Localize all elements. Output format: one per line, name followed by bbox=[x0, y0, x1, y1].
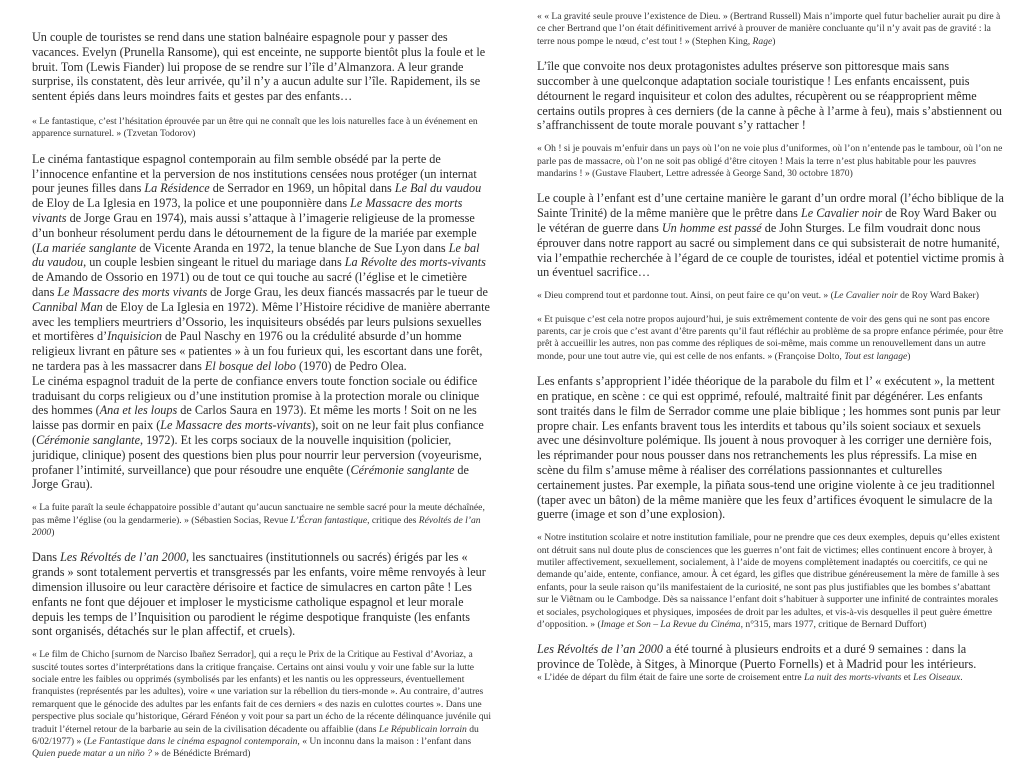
body-paragraph bbox=[32, 550, 492, 639]
text-run: , critique des bbox=[367, 514, 419, 526]
quote-block bbox=[537, 290, 1004, 302]
text-run: de Paul Naschy en 1976 ou la crédulité absurde d’un homme religieux livrant en pâture ses « patientes » à un fou furieux qui, les escortant dans une forêt, ne tardera pas à les massacrer dans bbox=[32, 329, 483, 373]
italic-title: Le Massacre des morts vivants bbox=[32, 196, 463, 225]
text-run: » de Bénédicte Brémard) bbox=[151, 748, 251, 760]
text-run: Les enfants s’approprient l’idée théorique de la parabole du film et l’ « exécutent », la mettent en pratique, en scène : ce qui est opprimé, refoulé, maltraité finit par dégénérer. Les enfants sont traités dans le film de Serrador comme une plaie biblique ; les hommes sont punis par leur propre chair. Les enfants bravent tous les interdits et tabous qu’ils soient sociaux et sexuels avec une désinvolture polémique. Ils jouent à nous provoquer à les corriger une dernière fois, les réprimander pour nous pousser dans nos retranchements les plus répressifs. La mise en scène du film s’amuse même à réaliser des corrélations passionnantes et culturelles certainement justes. Par exemple, la piñata sous-tend une origine violente à ce jeu traditionnel (taper avec un bâton) de la même manière que les feux d’artifices évoquent le simulacre de la guerre (image et son d’une explosion). bbox=[537, 374, 1001, 522]
italic-title: Un homme est passé bbox=[661, 221, 762, 236]
text-run: a été tourné à plusieurs endroits et a duré 9 semaines : dans la province de Tolède, à Sitges, à Minorque (Puerto Fornells) et à Madrid pour les intérieurs. bbox=[537, 642, 977, 672]
text-run: . bbox=[960, 672, 963, 684]
quote-block bbox=[537, 532, 1004, 631]
text-run: de Amando de Ossorio en 1971) ou de tout ce qui touche au sacré (l’église et le cimetière dans bbox=[32, 270, 467, 299]
italic-title: Le Bal du vaudou bbox=[394, 181, 482, 196]
italic-title: La mariée sanglante bbox=[36, 240, 137, 255]
body-paragraph bbox=[32, 30, 492, 104]
italic-title: Le Fantastique dans le cinéma espagnol contemporain bbox=[86, 735, 298, 747]
text-run: ) bbox=[772, 35, 776, 47]
quote-block bbox=[537, 314, 1004, 364]
italic-title: L’Écran fantastique bbox=[290, 514, 368, 526]
body-paragraph bbox=[537, 642, 1004, 672]
text-run: de Serrador en 1969, un hôpital dans bbox=[209, 181, 395, 196]
italic-title: La Résidence bbox=[144, 181, 210, 196]
text-run: « La fuite paraît la seule échappatoire possible d’autant qu’aucun sanctuaire ne semble sacré pour la meute déchaînée, pas même l’église (ou la gendarmerie). » (Sébastien Socias, Revue bbox=[32, 502, 485, 526]
quote-block bbox=[32, 502, 492, 539]
text-run: de Roy Ward Baker ou le vétéran de guerre dans bbox=[537, 206, 997, 236]
italic-title: Ana et les loups bbox=[99, 403, 178, 418]
text-run: , un couple lesbien singeant le rituel du mariage dans bbox=[83, 255, 345, 270]
italic-title: Les Révoltés de l’an 2000 bbox=[60, 550, 187, 565]
text-run: « L’idée de départ du film était de faire une sorte de croisement entre bbox=[537, 672, 805, 684]
text-run: de Jorge Grau, les deux fiancés massacrés par le tueur de bbox=[207, 284, 488, 299]
text-run: (1970) de Pedro Olea. bbox=[295, 358, 407, 373]
text-run: Le cinéma fantastique espagnol contemporain au film semble obsédé par la perte de l’innocence enfantine et la perversion de nos institutions censées nous protéger (un internat pour jeunes filles dans bbox=[32, 151, 477, 196]
italic-title: Cérémonie sanglante bbox=[350, 462, 455, 477]
body-paragraph bbox=[32, 374, 492, 492]
italic-title: Le Massacre des morts-vivants bbox=[160, 418, 312, 433]
text-run: Dans bbox=[32, 550, 61, 565]
body-paragraph bbox=[32, 152, 492, 374]
text-run: « Le fantastique, c’est l’hésitation éprouvée par un être qui ne connaît que les lois naturelles face à un événement en apparence surnaturel. » (Tzvetan Todorov) bbox=[32, 115, 478, 140]
italic-title: Rage bbox=[752, 35, 773, 47]
italic-title: Cérémonie sanglante bbox=[36, 432, 140, 447]
text-run: « Notre institution scolaire et notre institution familiale, pour ne prendre que ces deux exemples, depuis qu’elles existent ont détruit sans nul doute plus de consciences que les guerres n’ont fait de victimes; elles continuent encore à broyer, à mutiler affectivement, sexuellement, socialement, à l’aide de moyens complètement inadaptés ou coercitifs, ce qui ne demande qu’aide, entente, confiance, amour. À cet égard, les gifles que distribue généreusement la mère de famille à ses enfants, pour la seule raison qu’ils manifestaient de la curiosité, ne sont pas plus justifiables que les bombes s’abattant sur le Viêtnam ou le Cambodge. Dès sa naissance l’enfant doit s’habituer à supporter une infinité de contraintes morales et sociales, psychologiques et physiques, imposées de droit par les adultes, et vis-à-vis desquelles il peut guère émettre d’opposition. » ( bbox=[537, 532, 1000, 631]
text-run: « Et puisque c’est cela notre propos aujourd’hui, je suis extrêmement contente de voir des gens qui ne sont pas encore parents, car je crois que c’est avant d’être parents qu’il faut réfléchir au problème de sa propre enfance périmée, pour être prêt à accueillir les autres, non pas comme des répliques de soi-même, mais comme un renouvellement dans un autre monde, pour une tout autre vie, qui est celle de nos enfants. » (Françoise Dolto, bbox=[537, 313, 1004, 362]
text-run: , « Un inconnu dans la maison : l’enfant dans bbox=[297, 735, 472, 747]
text-run: de Roy Ward Baker) bbox=[897, 290, 979, 302]
text-run: , les sanctuaires (institutionnels ou sacrés) érigés par les « grands » sont totalement pervertis et transgressés par les enfants, voire même renvoyés à leur dimension illusoire ou leur caractère dérisoire et factice de simulacres en carton pâte ! Les enfants ne font que déjouer et imploser le mysticisme catholique espagnol et leur morale depuis les temps de l’Inquisition ou parodient le régime despotique franquiste (les enfants sont organisés, détachés sur le plan affectif, et cruels). bbox=[32, 550, 486, 639]
italic-title: Les Révoltés de l’an 2000 bbox=[537, 642, 663, 657]
italic-title: La nuit des morts-vivants bbox=[804, 672, 902, 684]
text-run: de Eloy de La Iglesia en 1973, la police et une pouponnière dans bbox=[32, 196, 351, 211]
italic-title: Inquisicion bbox=[107, 329, 162, 344]
text-run: de Carlos Saura en 1973). Et même les morts ! Soit on ne les laisse pas dormir en paix ( bbox=[32, 403, 477, 433]
italic-title: El bosque del lobo bbox=[204, 358, 296, 373]
text-run: ) bbox=[907, 350, 911, 362]
quote-block bbox=[537, 143, 1004, 180]
italic-title: Tout est langage bbox=[844, 350, 908, 362]
quote-block bbox=[537, 672, 1004, 684]
right-page bbox=[512, 0, 1024, 725]
quote-block bbox=[537, 11, 1004, 48]
quote-block bbox=[32, 649, 492, 761]
text-run: , n°315, mars 1977, critique de Bernard Duffort) bbox=[740, 619, 927, 631]
left-page bbox=[0, 0, 512, 760]
text-run: de Jorge Grau). bbox=[32, 462, 469, 492]
body-paragraph bbox=[537, 374, 1004, 522]
text-run: de Vicente Aranda en 1972, la tenue blanche de Sue Lyon dans bbox=[136, 240, 449, 255]
text-run: ), soit on ne leur fait plus confiance ( bbox=[32, 418, 484, 447]
text-run: de Jorge Grau en 1974), mais aussi s’attaque à l’imagerie religieuse de la promesse d’un bonheur résolument perdu dans le détournement de la figure de la mariée par exemple ( bbox=[32, 210, 477, 255]
text-run: L’île que convoite nos deux protagonistes adultes préserve son pittoresque mais sans succomber à une quelconque adaptation sociale touristique ! Les enfants encaissent, puis détournent le regard inquisiteur et colon des adultes, récupèrent ou se réapproprient même certains outils propres à ces derniers (de la canne à pêche à l’arme à feu), mais s’abstiennent ou s’affranchissent de toute morale pouvant s’y rattacher ! bbox=[537, 59, 1002, 133]
italic-title: Quien puede matar a un niño ? bbox=[32, 748, 152, 760]
italic-title: Le Massacre des morts vivants bbox=[57, 284, 208, 299]
quote-block bbox=[32, 116, 492, 141]
body-paragraph bbox=[537, 191, 1004, 280]
text-run: « Oh ! si je pouvais m’enfuir dans un pays où l’on ne voie plus d’uniformes, où l’on n’entende pas le tambour, où l’on ne parle pas de massacre, où l’on ne soit pas obligé d’être citoyen ! Mais la terre n’est plus habitable pour les pauvres mandarins ! » (Gustave Flaubert, Lettre adressée à George Sand, 30 octobre 1870) bbox=[537, 143, 1003, 180]
italic-title: Le bal du vaudou bbox=[32, 240, 480, 270]
italic-title: Le Cavalier noir bbox=[833, 290, 898, 302]
italic-title: Le Républicain lorrain bbox=[378, 723, 467, 735]
text-run: du 6/02/1977) » ( bbox=[32, 723, 479, 747]
text-run: « « La gravité seule prouve l’existence de Dieu. » (Bertrand Russell) Mais n’importe quel futur bachelier aurait pu dire à ce cher Bertrand que l’on était définitivement arrivé à prouver de manière concluante qu’il n’y avait pas de gravité : la terre nous pompe le nœud, c’est tout ! » (Stephen King, bbox=[537, 11, 1001, 47]
text-run: de John Sturges. Le film voudrait donc nous éprouver dans notre rapport au sacré ou simplement dans ce qui subsisterait de notre humanité, via l’empathie recherchée à l’égard de ce couple de touristes, idéal et potentiel victime promis à un éventuel sacrifice… bbox=[537, 221, 1004, 280]
text-run: « Dieu comprend tout et pardonne tout. Ainsi, on peut faire ce qu’on veut. » ( bbox=[537, 290, 834, 302]
text-run: Le cinéma espagnol traduit de la perte de confiance envers toute fonction sociale ou édifice traduisant du corps religieux ou d’une institution promise à la protection morale ou clinique des hommes ( bbox=[32, 373, 480, 418]
italic-title: Image et Son – La Revue du Cinéma bbox=[600, 619, 741, 631]
body-paragraph bbox=[537, 59, 1004, 133]
italic-title: La Révolte des morts-vivants bbox=[344, 255, 486, 270]
text-run: et bbox=[901, 672, 914, 684]
text-run: , 1972). Et les corps sociaux de la nouvelle inquisition (policier, juridique, clinique) posent des questions bien plus pour nourrir leur perversion (voyeurisme, profaner l’intimité, surveillance) que pour résoudre une enquête ( bbox=[32, 432, 482, 477]
text-run: Le couple à l’enfant est d’une certaine manière le garant d’un ordre moral (l’écho biblique de la Sainte Trinité) de la même manière que le prêtre dans bbox=[537, 191, 1004, 221]
italic-title: Les Oiseaux bbox=[913, 672, 961, 684]
italic-title: Cannibal Man bbox=[32, 299, 103, 314]
italic-title: Le Cavalier noir bbox=[800, 206, 883, 221]
text-run: de Eloy de La Iglesia en 1972). Même l’Histoire récidive de manière aberrante avec les templiers meurtriers d’Ossorio, les inquisiteurs obsédés par leurs pulsions sexuelles et mortifères d’ bbox=[32, 299, 490, 344]
text-run: « Le film de Chicho [surnom de Narciso Ibañez Serrador], qui a reçu le Prix de la Critique au Festival d’Avoriaz, a suscité toutes sortes d’interprétations dans la critique française. Certains ont ainsi voulu y voir une fable sur la lutte sociale entre les faibles ou opprimés (symbolisés par les enfants) et les nantis ou les oppresseurs, éventuellement franquistes (représentés par les adultes), voire « une variation sur la rébellion du tiers-monde ». Au contraire, d’autres remarquent que le génocide des adultes par les enfants fait de ces derniers « des nazis en culottes courtes ». Dans une perspective plus sociale qu’historique, Gérard Fénéon y voit pour sa part un écho de la récente délinquance juvénile qui traduit l’éternel retour de la barbarie au sein de la civilisation décadente ou affaiblie (dans bbox=[32, 649, 492, 735]
text-run: ) bbox=[51, 526, 55, 538]
italic-title: Révoltés de l’an 2000 bbox=[32, 514, 481, 538]
text-run: Un couple de touristes se rend dans une station balnéaire espagnole pour y passer des vacances. Evelyn (Prunella Ransome), qui est enceinte, ne supporte bientôt plus la foule et le bruit. Tom (Lewis Fiander) lui propose de se rendre sur l’île d’Almanzora. A leur grande surprise, ils constatent, dès leur arrivée, qu’il n’y a aucun adulte sur l’île. Rapidement, ils se sentent épiés dans leurs moindres faits et gestes par des enfants… bbox=[32, 30, 486, 104]
